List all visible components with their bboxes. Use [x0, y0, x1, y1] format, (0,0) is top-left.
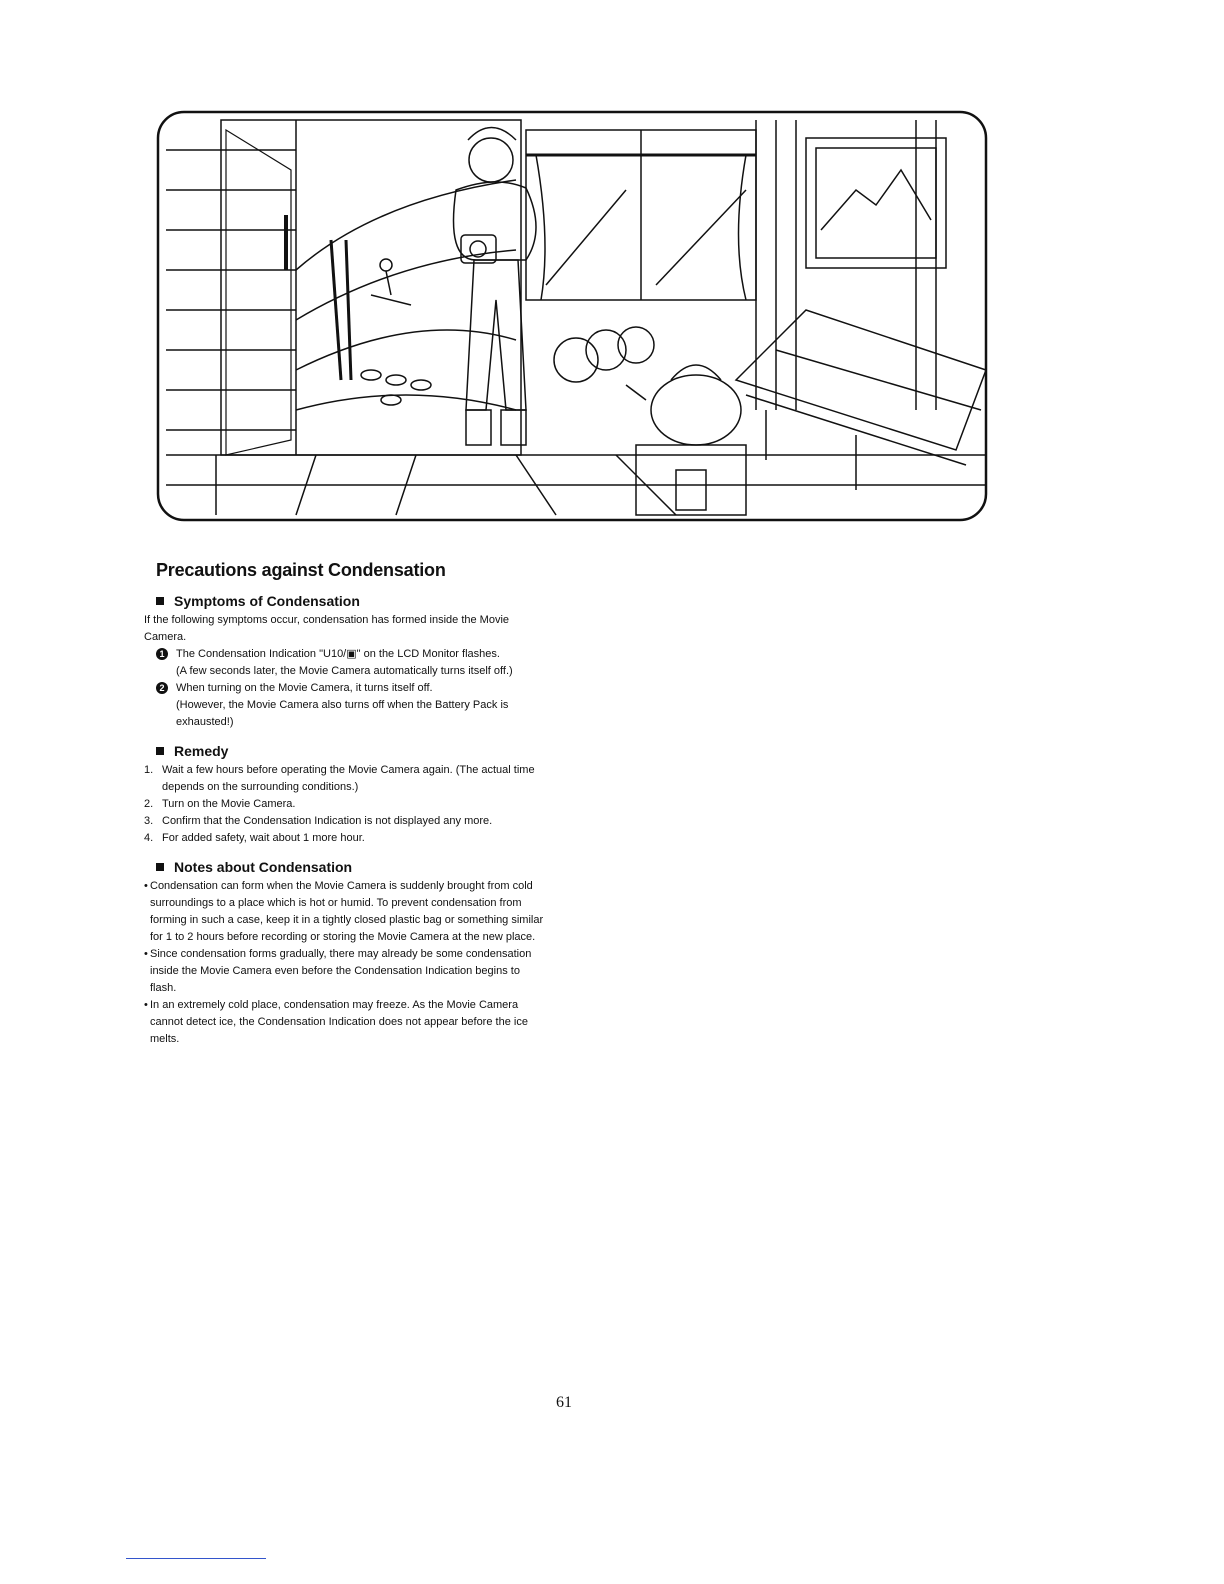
ski-lodge-illustration — [156, 110, 988, 522]
note-text: Since condensation forms gradually, there may already be some condensation inside the Movie Camera even before the Condensation Indication begins to flash. — [150, 948, 532, 994]
square-bullet-icon — [156, 747, 164, 755]
symptom-item — [144, 646, 544, 680]
symptom-note: (However, the Movie Camera also turns off when the Battery Pack is exhausted!) — [176, 699, 509, 728]
page-number: 61 — [556, 1394, 572, 1411]
step-text: For added safety, wait about 1 more hour. — [162, 832, 365, 844]
step-text: Turn on the Movie Camera. — [162, 798, 296, 810]
symptoms-heading-text: Symptoms of Condensation — [174, 593, 360, 609]
main-content — [144, 560, 544, 1048]
number-2-icon: 2 — [156, 682, 168, 694]
number-1-icon: 1 — [156, 648, 168, 660]
bullet-dot-icon: • — [144, 999, 148, 1011]
symptom-item — [144, 680, 544, 731]
bullet-dot-icon: • — [144, 948, 148, 960]
step-text: Wait a few hours before operating the Movie Camera again. (The actual time depends on the surrounding conditions.) — [162, 764, 535, 793]
square-bullet-icon — [156, 597, 164, 605]
remedy-step — [144, 830, 544, 847]
ski-lodge-condensation-illustration-icon — [156, 110, 988, 522]
symptom-note: (A few seconds later, the Movie Camera automatically turns itself off.) — [176, 665, 513, 677]
step-number: 4. — [144, 832, 154, 844]
remedy-step — [144, 762, 544, 796]
note-item — [144, 946, 544, 997]
bullet-dot-icon: • — [144, 880, 148, 892]
notes-heading-text: Notes about Condensation — [174, 859, 353, 875]
page-title: Precautions against Condensation — [156, 560, 446, 580]
note-item — [144, 878, 544, 946]
symptom-text: When turning on the Movie Camera, it turns itself off. — [176, 682, 433, 694]
remedy-step — [144, 796, 544, 813]
note-item — [144, 997, 544, 1048]
square-bullet-icon — [156, 863, 164, 871]
note-text: In an extremely cold place, condensation may freeze. As the Movie Camera cannot detect ice, the Condensation Indication does not appear before the ice melts. — [150, 999, 528, 1045]
note-text: Condensation can form when the Movie Camera is suddenly brought from cold surroundings to a place which is hot or humid. To prevent condensation from forming in such a case, keep it in a tightly closed plastic bag or something similar for 1 to 2 hours before recording or storing the Movie Camera at the new place. — [150, 880, 544, 943]
symptoms-heading — [156, 593, 544, 609]
symptoms-intro: If the following symptoms occur, condensation has formed inside the Movie Camera. — [144, 614, 510, 643]
remedy-step — [144, 813, 544, 830]
step-text: Confirm that the Condensation Indication is not displayed any more. — [162, 815, 493, 827]
symptom-text: The Condensation Indication "U10/▣" on the LCD Monitor flashes. — [176, 648, 500, 660]
step-number: 1. — [144, 764, 154, 776]
notes-heading — [156, 859, 544, 875]
remedy-heading — [156, 743, 544, 759]
step-number: 2. — [144, 798, 154, 810]
remedy-heading-text: Remedy — [174, 743, 229, 759]
footer-rule — [126, 1558, 266, 1559]
step-number: 3. — [144, 815, 154, 827]
